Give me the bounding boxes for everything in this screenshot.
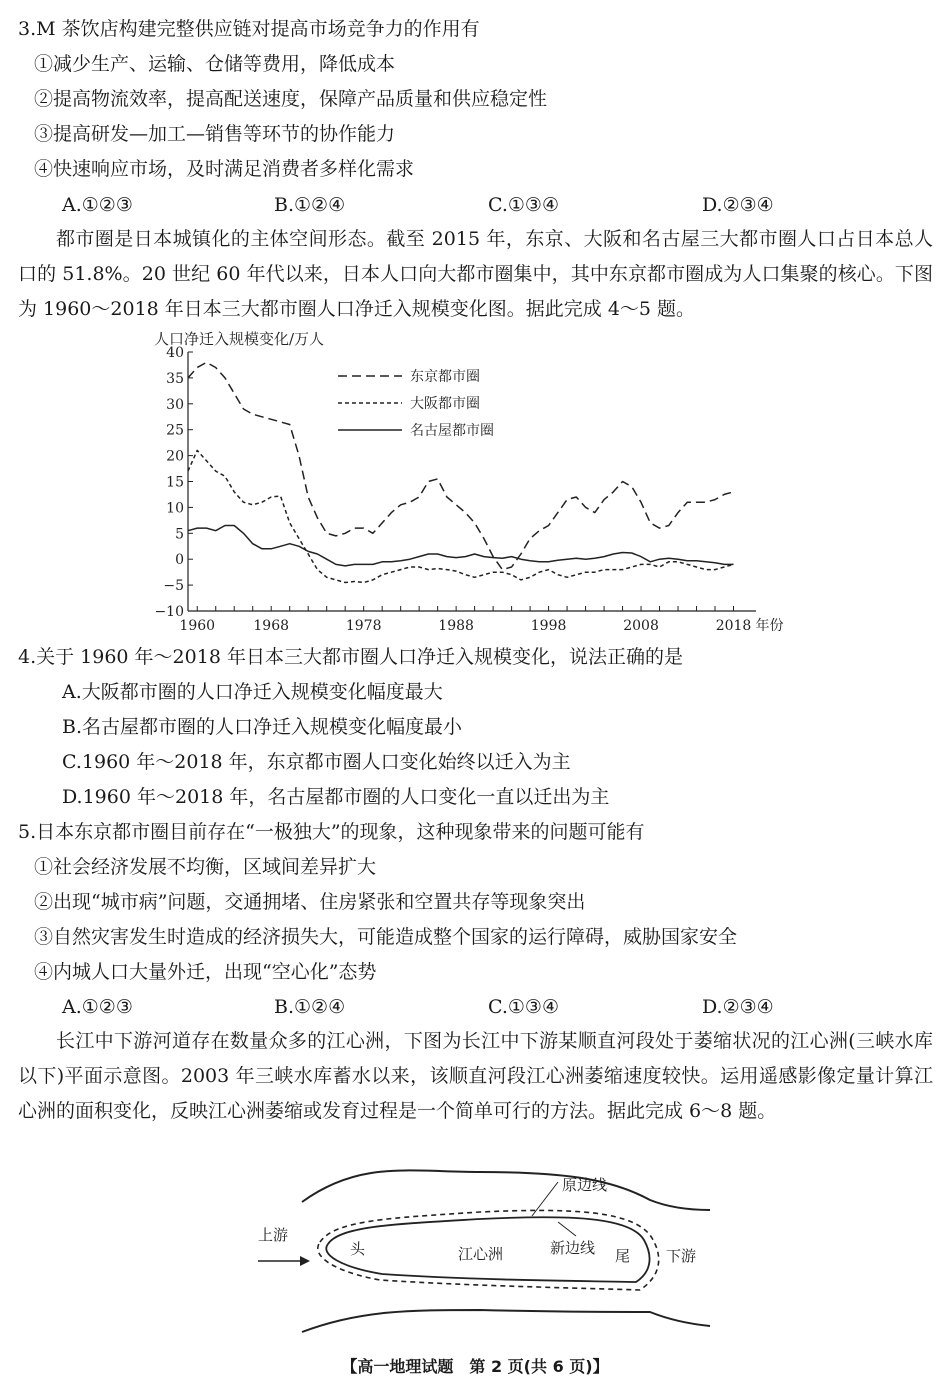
x-tick-label: 1988 bbox=[438, 618, 474, 634]
q4-option-d: D.1960 年～2018 年，名古屋都市圈的人口变化一直以迁出为主 bbox=[62, 786, 610, 808]
x-tick-label: 1978 bbox=[345, 618, 382, 634]
legend-label-3: 名古屋都市圈 bbox=[410, 423, 494, 439]
intro-paragraph-1: 都市圈是日本城镇化的主体空间形态。截至 2015 年，东京、大阪和名古屋三大都市圈人口占日本总人口的 51.8%。20 世纪 60 年代以来，日本人口向大都市圈集中，其中东京都市圈成为人口集聚的核心。下图为 1960～2018 年日本三大都市圈人口净迁入规模变化图。据此完成 4～5 题。 bbox=[18, 228, 933, 320]
new-edge-leader bbox=[558, 1222, 576, 1236]
q3-option-d: D.②③④ bbox=[702, 194, 774, 216]
q5-item-2: ②出现“城市病”问题，交通拥堵、住房紧张和空置共存等现象突出 bbox=[34, 891, 586, 913]
label-upstream: 上游 bbox=[258, 1226, 289, 1244]
y-tick-label: 20 bbox=[166, 448, 184, 465]
q3-item-2: ②提高物流效率，提高配送速度，保障产品质量和供应稳定性 bbox=[34, 88, 548, 110]
label-island: 江心洲 bbox=[458, 1245, 504, 1263]
y-tick-label: 35 bbox=[166, 370, 184, 387]
y-axis-label: 人口净迁入规模变化/万人 bbox=[154, 330, 325, 348]
q3-item-3: ③提高研发—加工—销售等环节的协作能力 bbox=[34, 123, 396, 145]
x-tick-label: 2018 bbox=[715, 618, 752, 634]
page-footer: 【高一地理试题 第 2 页(共 6 页)】 bbox=[341, 1357, 609, 1376]
y-tick-label: 15 bbox=[166, 474, 184, 491]
river-bank-top bbox=[302, 1170, 710, 1210]
x-tick-label: 1968 bbox=[253, 618, 290, 634]
x-axis-label: 年份 bbox=[755, 618, 784, 634]
q4-option-c: C.1960 年～2018 年，东京都市圈人口变化始终以迁入为主 bbox=[62, 751, 571, 773]
q3-option-a: A.①②③ bbox=[62, 194, 133, 216]
label-new-edge: 新边线 bbox=[550, 1239, 596, 1257]
q5-option-d: D.②③④ bbox=[702, 996, 774, 1018]
q5-stem: 5.日本东京都市圈目前存在“一极独大”的现象，这种现象带来的问题可能有 bbox=[18, 821, 645, 843]
y-tick-label: −5 bbox=[163, 578, 184, 595]
q3-option-b: B.①②④ bbox=[274, 194, 346, 216]
y-tick-label: 25 bbox=[166, 422, 184, 439]
y-tick-label: 0 bbox=[175, 552, 184, 569]
label-downstream: 下游 bbox=[666, 1247, 697, 1265]
chart-legend bbox=[338, 369, 494, 439]
q3-option-c: C.①③④ bbox=[488, 194, 559, 216]
q5-item-1: ①社会经济发展不均衡，区域间差异扩大 bbox=[34, 856, 377, 878]
x-tick-label: 1998 bbox=[530, 618, 567, 634]
q3-item-4: ④快速响应市场，及时满足消费者多样化需求 bbox=[34, 158, 415, 180]
q5-option-b: B.①②④ bbox=[274, 996, 346, 1018]
q5-option-c: C.①③④ bbox=[488, 996, 559, 1018]
legend-label-2: 大阪都市圈 bbox=[410, 396, 480, 412]
q4-option-a: A.大阪都市圈的人口净迁入规模变化幅度最大 bbox=[62, 681, 443, 703]
q3-item-1: ①减少生产、运输、仓储等费用，降低成本 bbox=[34, 53, 396, 75]
series-line-2 bbox=[188, 450, 734, 582]
old-edge-leader bbox=[532, 1182, 558, 1216]
q3-stem: 3.M 茶饮店构建完整供应链对提高市场竞争力的作用有 bbox=[18, 18, 480, 40]
y-tick-label: 30 bbox=[166, 396, 184, 413]
series-line-1 bbox=[188, 362, 734, 569]
river-bank-bottom bbox=[302, 1310, 710, 1332]
y-tick-label: 40 bbox=[166, 345, 184, 361]
y-tick-label: −10 bbox=[154, 604, 184, 620]
q5-option-a: A.①②③ bbox=[62, 996, 133, 1018]
legend-label-1: 东京都市圈 bbox=[410, 369, 480, 385]
label-tail: 尾 bbox=[615, 1247, 631, 1265]
series-line-3 bbox=[188, 526, 734, 566]
q5-item-3: ③自然灾害发生时造成的经济损失大，可能造成整个国家的运行障碍，威胁国家安全 bbox=[34, 926, 738, 948]
migration-line-chart bbox=[140, 328, 820, 638]
x-tick-label: 2008 bbox=[623, 618, 659, 634]
x-tick-label: 1960 bbox=[179, 618, 216, 634]
q4-stem: 4.关于 1960 年～2018 年日本三大都市圈人口净迁入规模变化，说法正确的是 bbox=[18, 646, 683, 668]
label-head: 头 bbox=[350, 1240, 366, 1258]
q4-option-b: B.名古屋都市圈的人口净迁入规模变化幅度最小 bbox=[62, 716, 463, 738]
q5-item-4: ④内城人口大量外迁，出现“空心化”态势 bbox=[34, 961, 377, 983]
river-island-diagram bbox=[240, 1160, 720, 1350]
y-tick-label: 10 bbox=[166, 500, 184, 517]
intro-paragraph-2: 长江中下游河道存在数量众多的江心洲，下图为长江中下游某顺直河段处于萎缩状况的江心洲(三峡水库以下)平面示意图。2003 年三峡水库蓄水以来，该顺直河段江心洲萎缩速度较快。运用遥感影像定量计算江心洲的面积变化，反映江心洲萎缩或发育过程是一个简单可行的方法。据此完成 6～8 题。 bbox=[18, 1030, 933, 1122]
flow-arrowhead bbox=[300, 1256, 310, 1266]
label-old-edge: 原边线 bbox=[562, 1176, 608, 1194]
y-tick-label: 5 bbox=[175, 526, 184, 543]
